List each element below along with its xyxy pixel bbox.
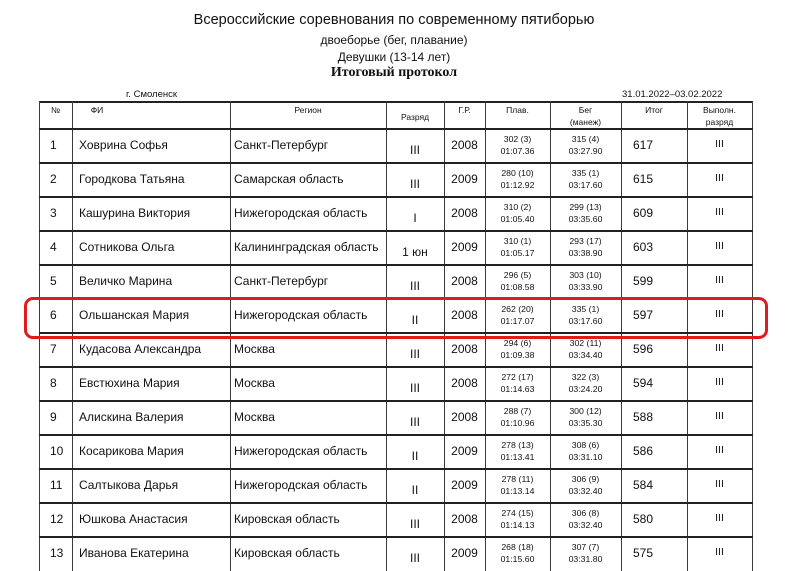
- cell-run-time: 03:24.20: [568, 384, 603, 394]
- cell-year: 2009: [451, 444, 478, 458]
- cell-total: 603: [632, 240, 654, 254]
- cell-rank: III: [409, 551, 420, 565]
- cell-name: Косарикова Мария: [79, 444, 184, 458]
- cell-year: 2009: [451, 172, 478, 186]
- table-row: [39, 536, 753, 570]
- cell-year: 2009: [451, 478, 478, 492]
- cell-run-time: 03:31.10: [568, 452, 603, 462]
- cell-swim-time: 01:14.13: [500, 520, 535, 530]
- cell-rank: III: [409, 177, 420, 191]
- cell-year: 2008: [451, 138, 478, 152]
- cell-name: Иванова Екатерина: [79, 546, 189, 560]
- cell-rank: 1 юн: [402, 245, 428, 259]
- cell-done: III: [715, 308, 724, 320]
- col-header-total: Итог: [645, 105, 663, 115]
- cell-run-time: 03:31.80: [568, 554, 603, 564]
- col-header-done: Выполн.: [703, 105, 736, 115]
- cell-rank: II: [411, 313, 419, 327]
- row-rule: [39, 298, 753, 300]
- row-rule: [39, 264, 753, 266]
- cell-num: 13: [50, 546, 64, 560]
- cell-rank: III: [409, 381, 420, 395]
- cell-year: 2008: [451, 410, 478, 424]
- cell-region: Калининградская область: [234, 240, 379, 254]
- col-header-region: Регион: [294, 105, 322, 115]
- cell-num: 12: [50, 512, 64, 526]
- cell-swim-pts: 294 (6): [503, 338, 532, 348]
- cell-name: Салтыкова Дарья: [79, 478, 179, 492]
- cell-num: 4: [50, 240, 57, 254]
- cell-total: 580: [632, 512, 654, 526]
- cell-name: Сотникова Ольга: [79, 240, 175, 254]
- cell-name: Городкова Татьяна: [79, 172, 185, 186]
- cell-num: 11: [50, 478, 63, 492]
- cell-rank: III: [409, 143, 420, 157]
- cell-swim-pts: 268 (18): [501, 542, 534, 552]
- row-rule: [39, 162, 753, 164]
- table-row: [39, 230, 753, 264]
- cell-num: 6: [50, 308, 57, 322]
- table-row: [39, 128, 753, 162]
- cell-swim-time: 01:05.40: [500, 214, 535, 224]
- row-rule: [39, 366, 753, 368]
- cell-region: Самарская область: [234, 172, 344, 186]
- table-row: [39, 400, 753, 434]
- cell-swim-time: 01:15.60: [500, 554, 535, 564]
- cell-run-time: 03:33.90: [568, 282, 603, 292]
- cell-done: III: [715, 478, 724, 490]
- cell-total: 599: [632, 274, 654, 288]
- table-row: [39, 196, 753, 230]
- row-rule: [39, 196, 753, 198]
- row-rule: [39, 536, 753, 538]
- cell-swim-time: 01:10.96: [500, 418, 535, 428]
- cell-swim-time: 01:07.36: [500, 146, 535, 156]
- cell-run-pts: 335 (1): [571, 304, 600, 314]
- cell-run-pts: 303 (10): [569, 270, 602, 280]
- cell-year: 2008: [451, 376, 478, 390]
- cell-year: 2009: [451, 546, 478, 560]
- cell-swim-time: 01:17.07: [500, 316, 535, 326]
- cell-run-pts: 322 (3): [571, 372, 600, 382]
- cell-run-pts: 302 (11): [569, 338, 602, 348]
- cell-total: 609: [632, 206, 654, 220]
- table-row: [39, 162, 753, 196]
- row-rule: [39, 400, 753, 402]
- cell-region: Кировская область: [234, 512, 340, 526]
- cell-region: Нижегородская область: [234, 444, 368, 458]
- cell-num: 10: [50, 444, 64, 458]
- cell-run-time: 03:32.40: [568, 486, 603, 496]
- cell-swim-time: 01:12.92: [500, 180, 535, 190]
- table-row: [39, 332, 753, 366]
- cell-run-pts: 300 (12): [569, 406, 602, 416]
- cell-run-pts: 307 (7): [571, 542, 600, 552]
- cell-num: 8: [50, 376, 57, 390]
- cell-run-time: 03:35.60: [568, 214, 603, 224]
- cell-rank: II: [411, 483, 419, 497]
- table-row: [39, 468, 753, 502]
- cell-total: 584: [632, 478, 654, 492]
- table-row: [39, 502, 753, 536]
- cell-num: 3: [50, 206, 57, 220]
- doc-title-line-1: Всероссийские соревнования по современному пятиборью: [193, 12, 595, 28]
- cell-total: 594: [632, 376, 654, 390]
- cell-rank: III: [409, 279, 420, 293]
- cell-swim-pts: 310 (2): [503, 202, 532, 212]
- cell-region: Кировская область: [234, 546, 340, 560]
- cell-swim-pts: 278 (11): [501, 474, 534, 484]
- cell-region: Нижегородская область: [234, 308, 368, 322]
- cell-done: III: [715, 546, 724, 558]
- cell-rank: III: [409, 415, 420, 429]
- city-label: г. Смоленск: [126, 89, 178, 100]
- cell-swim-pts: 288 (7): [503, 406, 532, 416]
- cell-run-time: 03:27.90: [568, 146, 603, 156]
- cell-total: 617: [632, 138, 654, 152]
- cell-run-pts: 306 (9): [571, 474, 600, 484]
- row-rule: [39, 434, 753, 436]
- cell-region: Москва: [234, 342, 275, 356]
- cell-done: III: [715, 512, 724, 524]
- cell-rank: I: [413, 211, 417, 225]
- cell-name: Евстюхина Мария: [79, 376, 180, 390]
- cell-done: III: [715, 240, 724, 252]
- cell-name: Кашурина Виктория: [79, 206, 191, 220]
- cell-total: 597: [632, 308, 654, 322]
- cell-done: III: [715, 274, 724, 286]
- cell-num: 5: [50, 274, 57, 288]
- cell-year: 2008: [451, 308, 478, 322]
- col-header-swim: Плав.: [506, 105, 529, 115]
- cell-done: III: [715, 138, 724, 150]
- cell-year: 2009: [451, 240, 478, 254]
- cell-name: Алискина Валерия: [79, 410, 184, 424]
- cell-swim-pts: 302 (3): [503, 134, 532, 144]
- cell-name: Ховрина Софья: [79, 138, 168, 152]
- cell-name: Величко Марина: [79, 274, 173, 288]
- cell-name: Кудасова Александра: [79, 342, 202, 356]
- cell-swim-pts: 280 (10): [501, 168, 534, 178]
- cell-done: III: [715, 376, 724, 388]
- cell-name: Юшкова Анастасия: [79, 512, 188, 526]
- cell-region: Москва: [234, 376, 275, 390]
- cell-total: 586: [632, 444, 654, 458]
- cell-region: Санкт-Петербург: [234, 274, 329, 288]
- cell-run-pts: 308 (6): [571, 440, 600, 450]
- cell-swim-time: 01:13.14: [500, 486, 535, 496]
- cell-year: 2008: [451, 342, 478, 356]
- cell-run-pts: 315 (4): [571, 134, 600, 144]
- cell-year: 2008: [451, 512, 478, 526]
- cell-run-time: 03:32.40: [568, 520, 603, 530]
- cell-run-pts: 335 (1): [571, 168, 600, 178]
- col-header-name: ФИ: [90, 105, 104, 115]
- dates-label: 31.01.2022–03.02.2022: [622, 89, 723, 100]
- row-rule: [39, 502, 753, 504]
- cell-name: Ольшанская Мария: [79, 308, 190, 322]
- cell-total: 588: [632, 410, 654, 424]
- doc-title-line-3: Девушки (13-14 лет): [337, 50, 451, 64]
- cell-rank: III: [409, 517, 420, 531]
- table-top-rule: [39, 101, 753, 103]
- cell-swim-time: 01:13.41: [500, 452, 535, 462]
- cell-swim-time: 01:14.63: [500, 384, 535, 394]
- col-header-run: Бег: [578, 105, 593, 115]
- table-row: [39, 366, 753, 400]
- cell-total: 575: [632, 546, 654, 560]
- cell-num: 1: [50, 138, 57, 152]
- cell-run-time: 03:17.60: [568, 180, 603, 190]
- cell-total: 596: [632, 342, 654, 356]
- table-row: [39, 434, 753, 468]
- cell-rank: II: [411, 449, 419, 463]
- cell-swim-pts: 272 (17): [501, 372, 534, 382]
- cell-run-pts: 306 (8): [571, 508, 600, 518]
- results-table: [39, 101, 753, 571]
- table-row: [39, 298, 753, 332]
- cell-done: III: [715, 410, 724, 422]
- cell-total: 615: [632, 172, 654, 186]
- cell-region: Нижегородская область: [234, 206, 368, 220]
- cell-swim-pts: 262 (20): [501, 304, 534, 314]
- row-rule: [39, 128, 753, 130]
- protocol-title: Итоговый протокол: [330, 65, 458, 80]
- cell-run-time: 03:17.60: [568, 316, 603, 326]
- cell-swim-time: 01:09.38: [500, 350, 535, 360]
- cell-run-time: 03:38.90: [568, 248, 603, 258]
- cell-run-pts: 293 (17): [569, 236, 602, 246]
- cell-year: 2008: [451, 274, 478, 288]
- row-rule: [39, 468, 753, 470]
- cell-num: 2: [50, 172, 57, 186]
- cell-run-pts: 299 (13): [569, 202, 602, 212]
- col-header-run-sub: (манеж): [569, 117, 602, 127]
- cell-rank: III: [409, 347, 420, 361]
- cell-region: Санкт-Петербург: [234, 138, 329, 152]
- cell-swim-pts: 296 (5): [503, 270, 532, 280]
- table-row: [39, 264, 753, 298]
- cell-region: Нижегородская область: [234, 478, 368, 492]
- cell-done: III: [715, 206, 724, 218]
- col-header-num: №: [50, 105, 61, 115]
- cell-swim-pts: 278 (13): [501, 440, 534, 450]
- cell-num: 7: [50, 342, 57, 356]
- cell-done: III: [715, 444, 724, 456]
- row-rule: [39, 230, 753, 232]
- cell-year: 2008: [451, 206, 478, 220]
- cell-done: III: [715, 172, 724, 184]
- cell-swim-pts: 310 (1): [503, 236, 532, 246]
- row-rule: [39, 332, 753, 334]
- cell-swim-time: 01:08.58: [500, 282, 535, 292]
- cell-run-time: 03:34.40: [568, 350, 603, 360]
- cell-swim-pts: 274 (15): [501, 508, 534, 518]
- cell-num: 9: [50, 410, 57, 424]
- col-header-rank: Разряд: [400, 112, 430, 122]
- cell-done: III: [715, 342, 724, 354]
- cell-region: Москва: [234, 410, 275, 424]
- doc-title-line-2: двоеборье (бег, плавание): [320, 33, 468, 47]
- cell-swim-time: 01:05.17: [500, 248, 535, 258]
- col-header-year: Г.Р.: [458, 105, 471, 115]
- col-header-done-sub: разряд: [705, 117, 734, 127]
- cell-run-time: 03:35.30: [568, 418, 603, 428]
